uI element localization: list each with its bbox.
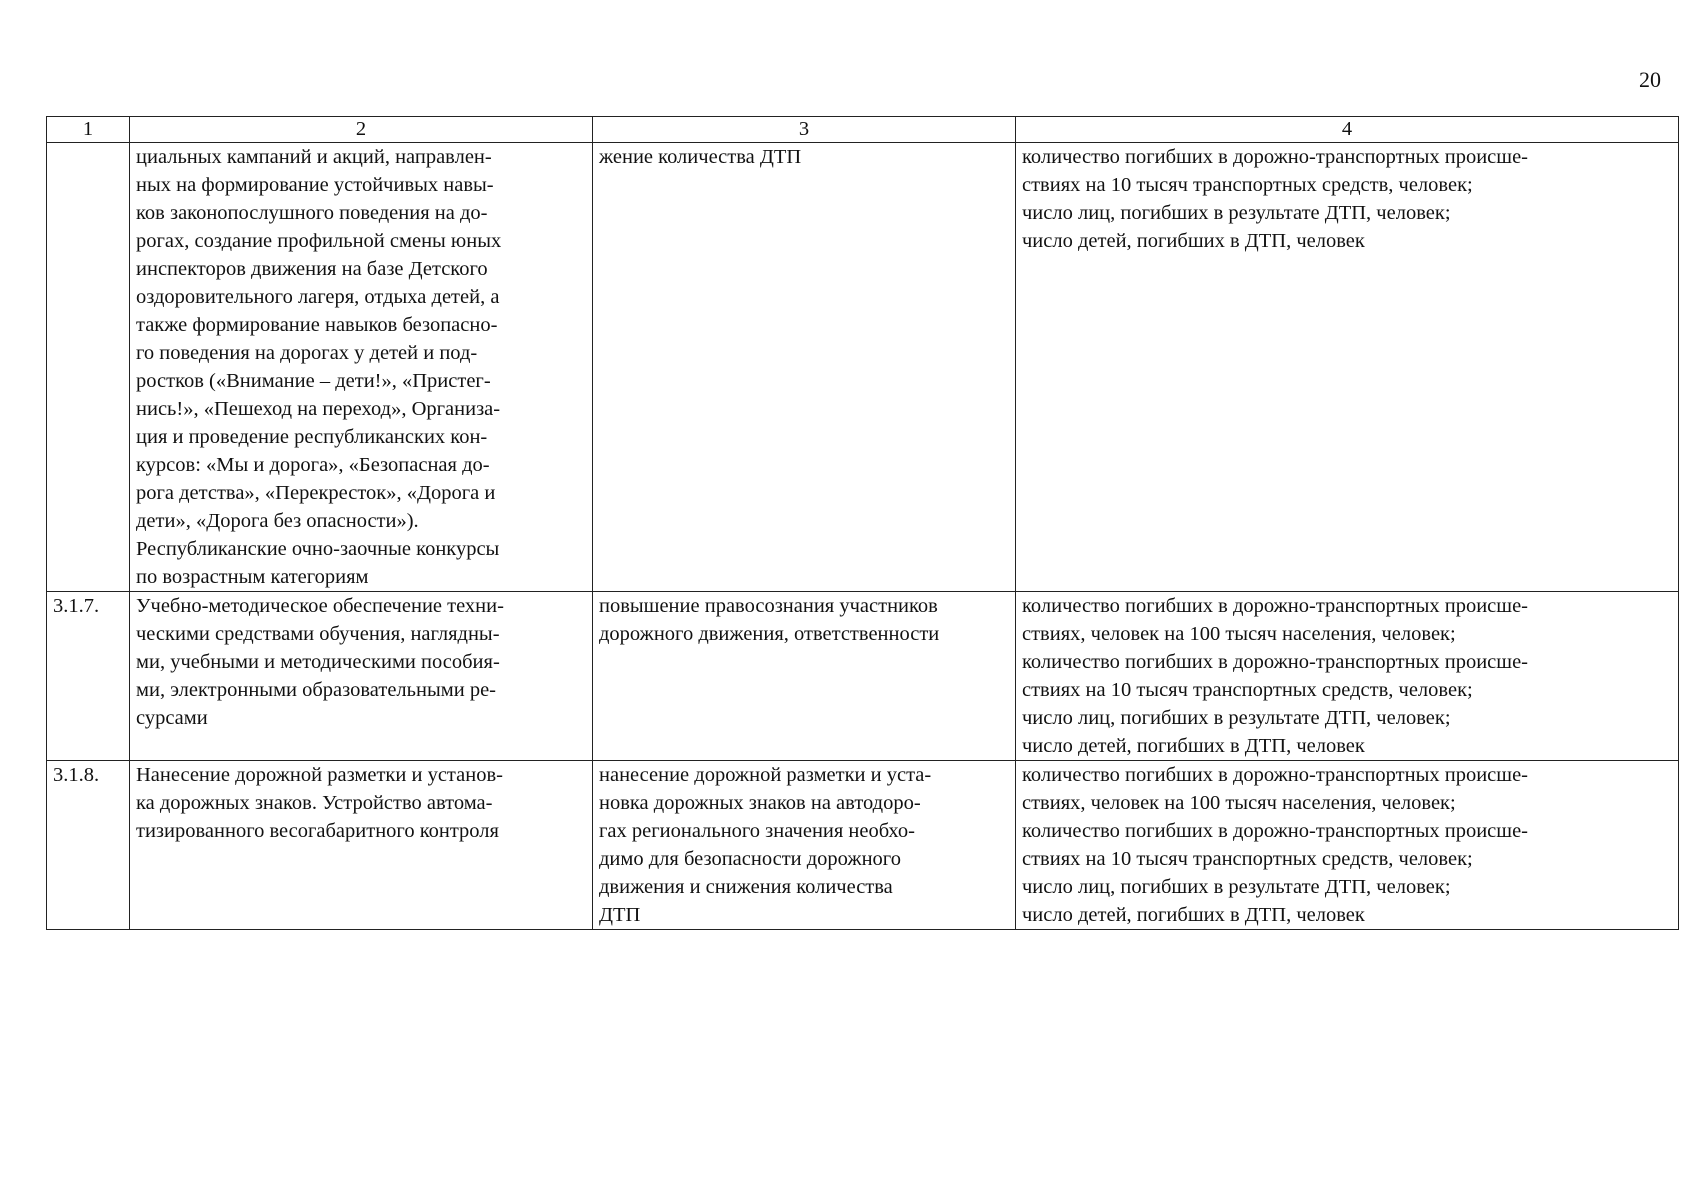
expected-result-cell [593, 761, 1016, 930]
measure-description-line: оздоровительного лагеря, отдыха детей, а [136, 286, 500, 308]
measure-description-line: курсов: «Мы и дорога», «Безопасная до- [136, 454, 490, 476]
indicators-line: количество погибших в дорожно-транспортных происше- [1022, 820, 1528, 842]
header-col-2: 2 [130, 117, 593, 143]
measure-description-cell [130, 143, 593, 592]
measure-description-line: ных на формирование устойчивых навы- [136, 174, 494, 196]
indicators-line: количество погибших в дорожно-транспортных происше- [1022, 764, 1528, 786]
measure-description-line: Республиканские очно-заочные конкурсы [136, 538, 500, 560]
row-number [47, 143, 130, 592]
indicators-line: ствиях на 10 тысяч транспортных средств, человек; [1022, 174, 1473, 196]
page-number: 20 [1639, 67, 1661, 92]
measure-description-line: ростков («Внимание – дети!», «Пристег- [136, 370, 491, 392]
expected-result-line: повышение правосознания участников [599, 595, 938, 617]
indicators-line: число лиц, погибших в результате ДТП, человек; [1022, 707, 1451, 729]
indicators-line: ствиях, человек на 100 тысяч населения, человек; [1022, 623, 1456, 645]
measure-description-line: ми, электронными образовательными ре- [136, 679, 496, 701]
measure-description-cell [130, 592, 593, 761]
expected-result-line: нанесение дорожной разметки и уста- [599, 764, 932, 786]
indicators-line: количество погибших в дорожно-транспортных происше- [1022, 146, 1528, 168]
header-col-3: 3 [593, 117, 1016, 143]
measure-description-line: нись!», «Пешеход на переход», Организа- [136, 398, 501, 420]
measure-description-line: тизированного весогабаритного контроля [136, 820, 499, 842]
measure-description-line: Нанесение дорожной разметки и установ- [136, 764, 503, 786]
measure-description-line: ка дорожных знаков. Устройство автома- [136, 792, 493, 814]
expected-result-line: новка дорожных знаков на автодоро- [599, 792, 921, 814]
table-row [47, 143, 1679, 592]
table-body [47, 143, 1679, 930]
indicators-line: число детей, погибших в ДТП, человек [1022, 735, 1365, 757]
measure-description-line: ков законопослушного поведения на до- [136, 202, 488, 224]
indicators-line: число лиц, погибших в результате ДТП, человек; [1022, 202, 1451, 224]
row-number: 3.1.8. [47, 761, 130, 930]
header-col-1: 1 [47, 117, 130, 143]
indicators-line: ствиях на 10 тысяч транспортных средств, человек; [1022, 679, 1473, 701]
indicators-line: ствиях на 10 тысяч транспортных средств, человек; [1022, 848, 1473, 870]
header-col-4: 4 [1016, 117, 1679, 143]
indicators-line: ствиях, человек на 100 тысяч населения, человек; [1022, 792, 1456, 814]
measure-description-line: инспекторов движения на базе Детского [136, 258, 488, 280]
expected-result-line: движения и снижения количества [599, 876, 893, 898]
table-row [47, 592, 1679, 761]
indicators-line: число лиц, погибших в результате ДТП, человек; [1022, 876, 1451, 898]
table-row [47, 761, 1679, 930]
measure-description-line: го поведения на дорогах у детей и под- [136, 342, 478, 364]
indicators-line: число детей, погибших в ДТП, человек [1022, 904, 1365, 926]
measure-description-line: ция и проведение республиканских кон- [136, 426, 488, 448]
measure-description-cell [130, 761, 593, 930]
expected-result-line: гах регионального значения необхо- [599, 820, 915, 842]
measure-description-line: сурсами [136, 707, 208, 729]
indicators-cell [1016, 761, 1679, 930]
expected-result-line: жение количества ДТП [599, 146, 802, 168]
measure-description-line: Учебно-методическое обеспечение техни- [136, 595, 504, 617]
measure-description-line: рога детства», «Перекресток», «Дорога и [136, 482, 496, 504]
measure-description-line: дети», «Дорога без опасности»). [136, 510, 419, 532]
indicators-line: количество погибших в дорожно-транспортных происше- [1022, 595, 1528, 617]
measures-table [46, 116, 1679, 930]
expected-result-line: ДТП [599, 904, 641, 926]
expected-result-cell [593, 592, 1016, 761]
measure-description-line: рогах, создание профильной смены юных [136, 230, 502, 252]
expected-result-line: димо для безопасности дорожного [599, 848, 901, 870]
table-header-row [47, 117, 1679, 143]
indicators-line: количество погибших в дорожно-транспортных происше- [1022, 651, 1528, 673]
measure-description-line: по возрастным категориям [136, 566, 369, 588]
indicators-cell [1016, 592, 1679, 761]
measure-description-line: также формирование навыков безопасно- [136, 314, 498, 336]
measure-description-line: циальных кампаний и акций, направлен- [136, 146, 492, 168]
expected-result-cell [593, 143, 1016, 592]
expected-result-line: дорожного движения, ответственности [599, 623, 940, 645]
indicators-cell [1016, 143, 1679, 592]
indicators-line: число детей, погибших в ДТП, человек [1022, 230, 1365, 252]
measure-description-line: ми, учебными и методическими пособия- [136, 651, 500, 673]
row-number: 3.1.7. [47, 592, 130, 761]
measure-description-line: ческими средствами обучения, наглядны- [136, 623, 500, 645]
